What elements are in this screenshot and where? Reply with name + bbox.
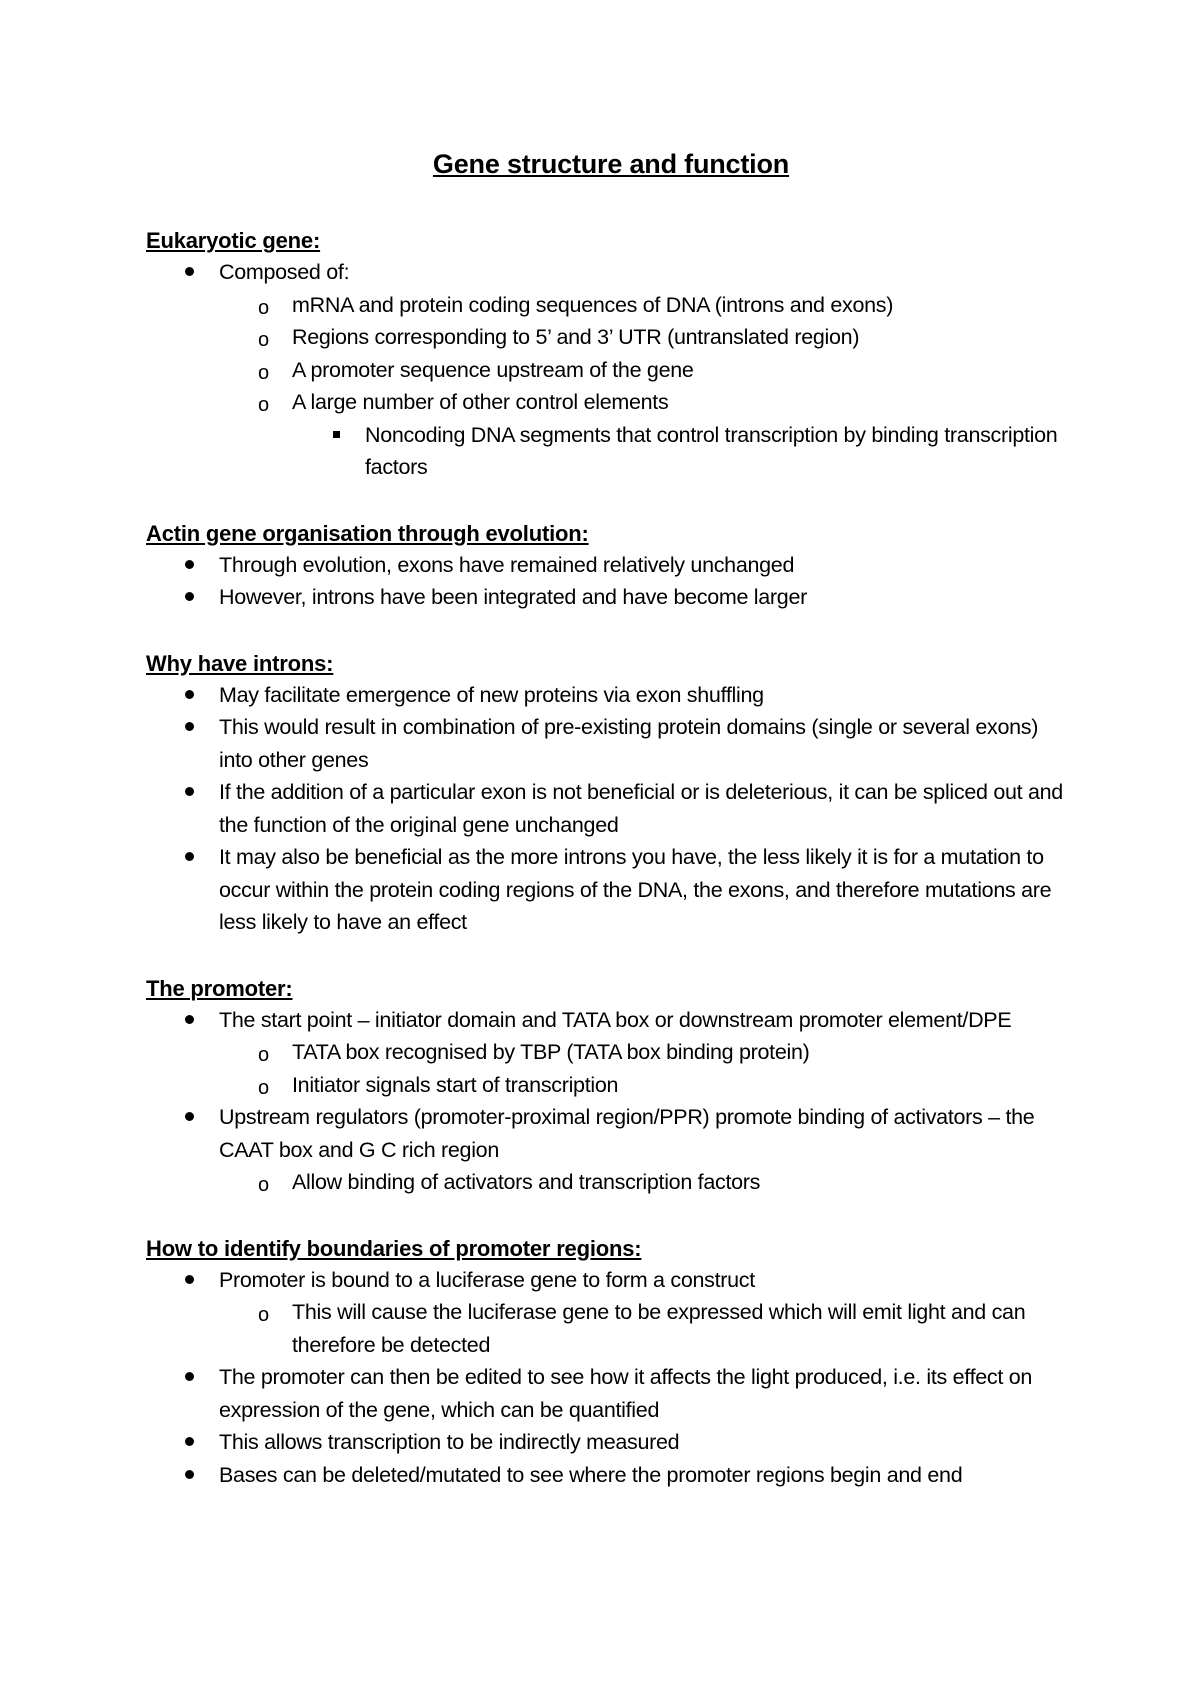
section-heading: The promoter: <box>146 975 293 1001</box>
document-title: Gene structure and function <box>432 149 790 179</box>
list-item-text: Promoter is bound to a luciferase gene to form a construct <box>219 1267 755 1292</box>
list-item <box>146 549 1076 582</box>
bullet-list <box>146 256 1076 484</box>
sub-list-item <box>219 1166 1076 1199</box>
hollow-circle-icon: o <box>258 394 269 416</box>
bullet-dot-icon <box>185 1275 194 1284</box>
sub-list-item-text: TATA box recognised by TBP (TATA box binding protein) <box>292 1040 810 1064</box>
bullet-list <box>146 1004 1076 1199</box>
list-item <box>146 256 1076 484</box>
list-item <box>146 1459 1076 1492</box>
list-item-text: If the addition of a particular exon is not beneficial or is deleterious, it can be spliced out and the function of the original gene unchanged <box>219 780 1063 837</box>
section-promoter-boundaries <box>146 1234 1076 1492</box>
sub-list-item <box>219 289 1076 322</box>
sub-list-item <box>219 1069 1076 1102</box>
list-item-text: The promoter can then be edited to see how it affects the light produced, i.e. its effect on expression of the gene, which can be quantified <box>219 1365 1033 1422</box>
sub-sub-list-item <box>292 419 1076 484</box>
sub-list-item-text: This will cause the luciferase gene to be expressed which will emit light and can therefore be detected <box>292 1300 1026 1357</box>
sub-list-item-text: Allow binding of activators and transcription factors <box>292 1170 761 1194</box>
bullet-list <box>146 1264 1076 1492</box>
list-item-text: This would result in combination of pre-existing protein domains (single or several exons) into other genes <box>219 715 1039 772</box>
list-item <box>146 1101 1076 1199</box>
section-heading: Why have introns: <box>146 650 334 676</box>
sub-list-item-text: Initiator signals start of transcription <box>292 1072 619 1097</box>
bullet-list <box>146 549 1076 614</box>
section-promoter <box>146 974 1076 1199</box>
sub-list-item <box>219 1036 1076 1069</box>
hollow-circle-icon: o <box>258 1044 269 1066</box>
bullet-dot-icon <box>185 722 194 731</box>
list-item <box>146 1004 1076 1102</box>
hollow-circle-icon: o <box>258 1304 269 1326</box>
list-item <box>146 776 1076 841</box>
list-item-text: The start point – initiator domain and TATA box or downstream promoter element/DPE <box>219 1007 1012 1032</box>
hollow-circle-icon: o <box>258 1076 269 1099</box>
document-body <box>146 146 1076 1526</box>
sub-list <box>146 1166 1076 1199</box>
list-item <box>146 1361 1076 1426</box>
bullet-dot-icon <box>185 690 194 699</box>
bullet-dot-icon <box>185 1112 194 1121</box>
sub-sub-list <box>292 419 1076 484</box>
bullet-dot-icon <box>185 1015 194 1024</box>
list-item <box>146 841 1076 939</box>
sub-list <box>146 289 1076 484</box>
bullet-dot-icon <box>185 1470 194 1479</box>
hollow-circle-icon: o <box>258 361 269 384</box>
list-item-text: Composed of: <box>219 260 350 284</box>
sub-list-item <box>219 386 1076 484</box>
list-item-text: It may also be beneficial as the more introns you have, the less likely it is for a mutation to occur within the protein coding regions of the DNA, the exons, and therefore mutations are less likely to have an effect <box>219 845 1052 934</box>
sub-list-item-text: A large number of other control elements <box>292 390 669 414</box>
list-item <box>146 581 1076 614</box>
list-item-text: May facilitate emergence of new proteins via exon shuffling <box>219 682 764 707</box>
bullet-list <box>146 679 1076 939</box>
list-item <box>146 1264 1076 1362</box>
sub-list-item-text: A promoter sequence upstream of the gene <box>292 357 694 382</box>
sub-list <box>146 1296 1076 1361</box>
list-item <box>146 679 1076 712</box>
bullet-dot-icon <box>185 852 194 861</box>
section-eukaryotic-gene <box>146 226 1076 484</box>
section-actin-gene <box>146 519 1076 614</box>
list-item-text: However, introns have been integrated and have become larger <box>219 585 807 609</box>
section-heading: Actin gene organisation through evolution: <box>146 520 589 546</box>
sub-sub-list-item-text: Noncoding DNA segments that control transcription by binding transcription factors <box>365 422 1058 479</box>
bullet-dot-icon <box>185 267 194 276</box>
list-item <box>146 1426 1076 1459</box>
sub-list-item-text: Regions corresponding to 5’ and 3’ UTR (untranslated region) <box>292 325 860 349</box>
bullet-dot-icon <box>185 560 194 569</box>
bullet-dot-icon <box>185 1437 194 1446</box>
list-item <box>146 711 1076 776</box>
sub-list-item-text: mRNA and protein coding sequences of DNA (introns and exons) <box>292 292 894 317</box>
hollow-circle-icon: o <box>258 329 269 351</box>
hollow-circle-icon: o <box>258 296 269 319</box>
list-item-text: Upstream regulators (promoter-proximal region/PPR) promote binding of activators – the CAAT box and G C rich region <box>219 1105 1035 1162</box>
sub-list-item <box>219 321 1076 354</box>
sub-list-item <box>219 354 1076 387</box>
sub-list-item <box>219 1296 1076 1361</box>
list-item-text: Bases can be deleted/mutated to see where the promoter regions begin and end <box>219 1462 963 1487</box>
hollow-circle-icon: o <box>258 1174 269 1196</box>
list-item-text: Through evolution, exons have remained relatively unchanged <box>219 552 795 577</box>
bullet-dot-icon <box>185 592 194 601</box>
bullet-dot-icon <box>185 1372 194 1381</box>
sub-list <box>146 1036 1076 1101</box>
section-why-introns <box>146 649 1076 939</box>
bullet-dot-icon <box>185 787 194 796</box>
square-bullet-icon <box>333 431 340 438</box>
section-heading: Eukaryotic gene: <box>146 228 321 253</box>
list-item-text: This allows transcription to be indirectly measured <box>219 1430 680 1454</box>
section-heading: How to identify boundaries of promoter regions: <box>146 1235 642 1261</box>
